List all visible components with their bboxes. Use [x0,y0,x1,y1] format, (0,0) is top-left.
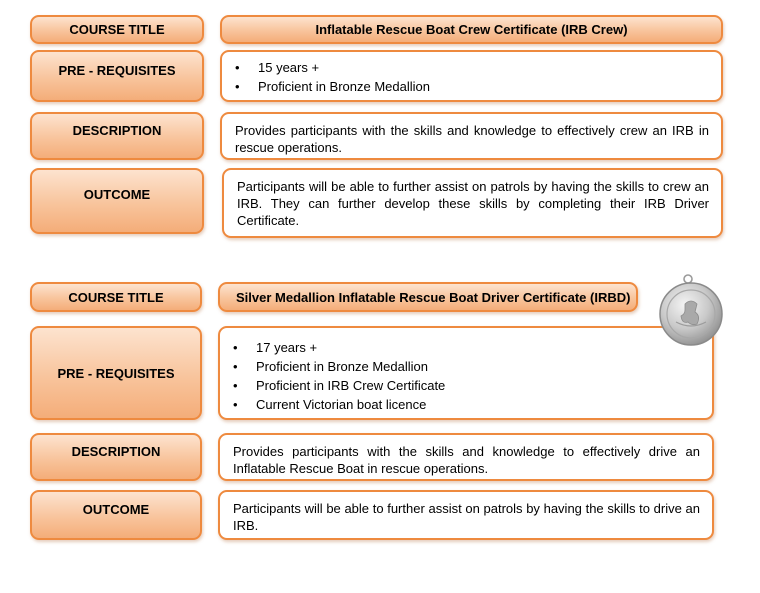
description-text: Provides participants with the skills and knowledge to effectively drive an Inflatable Rescue Boat in rescue operations. [233,444,700,476]
description-text: Provides participants with the skills and knowledge to effectively crew an IRB in rescue operations. [235,123,709,155]
outcome-label: OUTCOME [30,490,202,540]
outcome-text: Participants will be able to further assist on patrols by having the skills to drive an IRB. [233,501,700,533]
description-box [218,433,714,481]
list-item: • Current Victorian boat licence [233,397,427,412]
list-item: • 15 years + [235,60,320,75]
outcome-label: OUTCOME [30,168,204,234]
course-title: Silver Medallion Inflatable Rescue Boat Driver Certificate (IRBD) [218,282,638,312]
list-item: • Proficient in Bronze Medallion [235,79,430,94]
outcome-box [218,490,714,540]
description-box [220,112,723,160]
outcome-text: Participants will be able to further assist on patrols by having the skills to crew an IRB. They can further develop these skills by completing their IRB Driver Certificate. [237,179,709,228]
prerequisites-box [218,326,714,420]
list-item: • 17 years + [233,340,318,355]
prerequisites-label: PRE - REQUISITES [30,50,204,102]
list-item: • Proficient in IRB Crew Certificate [233,378,446,393]
description-label: DESCRIPTION [30,433,202,481]
list-item: • Proficient in Bronze Medallion [233,359,428,374]
description-label: DESCRIPTION [30,112,204,160]
outcome-box [222,168,723,238]
silver-medallion-icon [658,274,726,348]
course-title-label: COURSE TITLE [30,282,202,312]
prerequisites-box [220,50,723,102]
course-title-label: COURSE TITLE [30,15,204,44]
prerequisites-label: PRE - REQUISITES [30,326,202,420]
prerequisites-list [220,328,712,415]
prerequisites-list [222,52,721,97]
course-title: Inflatable Rescue Boat Crew Certificate (IRB Crew) [220,15,723,44]
